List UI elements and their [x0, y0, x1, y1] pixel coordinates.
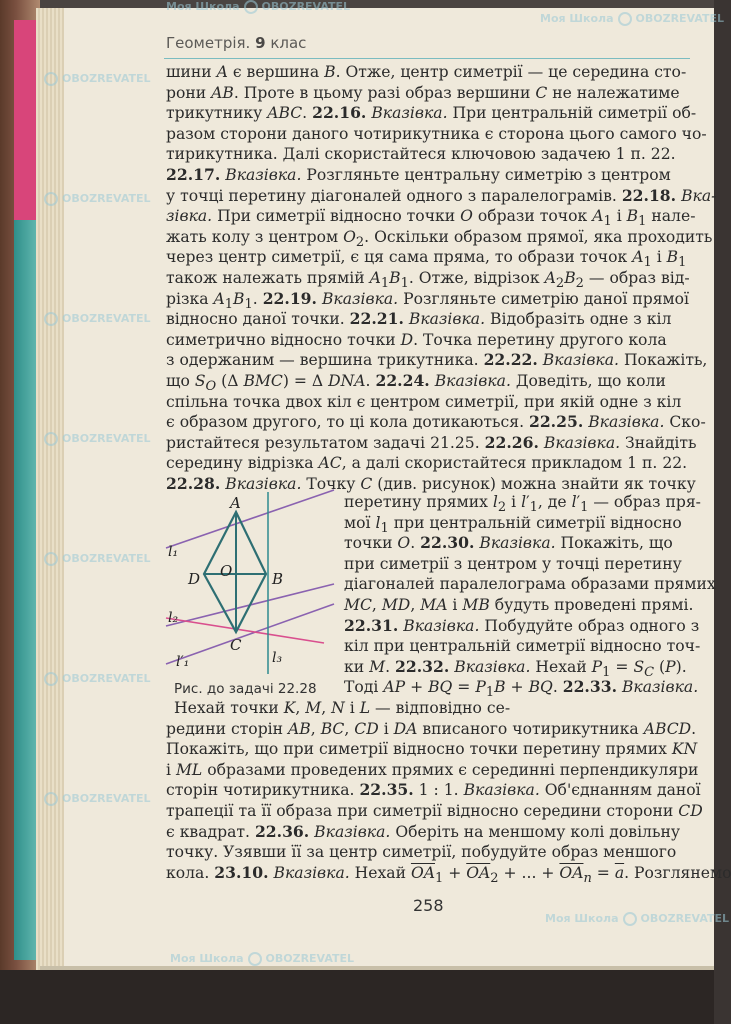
text-line: є квадрат. 22.36. Вказівка. Оберіть на меншому колі довільну — [166, 821, 681, 841]
text-line: трикутнику ABC. 22.16. Вказівка. При центральній симетрії об- — [166, 103, 697, 123]
watermark-logo-icon — [44, 552, 58, 566]
text-line: Покажіть, що при симетрії відносно точки перетину прямих KN — [166, 740, 698, 759]
watermark-logo-icon — [44, 312, 58, 326]
text-line: шини A є вершина B. Отже, центр симетрії — це середина сто- — [166, 63, 687, 81]
text-line: ки M. 22.32. Вказівка. Нехай $P_1 = S_C$ (P). — [344, 656, 687, 680]
text-line: Нехай точки K, M, N і L — відповідно се- — [174, 699, 511, 717]
text-line: редини сторін AB, BC, CD і DA вписаного чотирикутника ABCD. — [166, 719, 697, 738]
label-a: A — [230, 494, 241, 512]
header-grade-number: 9 — [255, 34, 266, 52]
watermark-logo-icon — [623, 912, 637, 926]
label-d: D — [188, 570, 201, 588]
text-line: з одержаним — вершина трикутника. 22.22. Вказівка. Покажіть, — [166, 350, 708, 370]
text-line: відносно даної точки. 22.21. Вказівка. Відобразіть одне з кіл — [166, 309, 672, 329]
watermark: Моя Школа OBOZREVATEL — [540, 12, 724, 25]
watermark: OBOZREVATEL — [40, 72, 151, 86]
watermark: OBOZREVATEL — [40, 552, 151, 566]
text-line: різка $A_1B_1$. 22.19. Вказівка. Розгляньте симетрію даної прямої — [166, 288, 690, 312]
text-line: 22.31. Вказівка. Побудуйте образ одного з — [344, 615, 700, 635]
label-l3: l₃ — [272, 650, 283, 666]
text-line: перетину прямих $l_2$ і $l'_1$, де $l'_1$ — образ пря- — [344, 493, 701, 516]
header-grade-word: клас — [270, 34, 307, 52]
text-line: жать колу з центром $O_2$. Оскільки образом прямої, яка проходить — [166, 227, 713, 250]
label-o: O — [220, 562, 233, 580]
text-line: у точці перетину діагоналей одного з паралелограмів. 22.18. Вка- — [166, 185, 717, 205]
text-line: точку. Узявши її за центр симетрії, побудуйте образ меншого — [166, 843, 677, 862]
text-line: 22.28. Вказівка. Точку C (див. рисунок) можна знайти як точку — [166, 474, 696, 493]
label-l2: l₂ — [168, 610, 179, 626]
page-number: 258 — [413, 896, 444, 915]
teal-page-edge — [14, 220, 36, 960]
text-line: діагоналей паралелограма образами прямих — [344, 575, 716, 594]
header-title: Геометрія. — [166, 34, 251, 52]
text-line: трапеції та її образа при симетрії відносно середини сторони CD — [166, 802, 703, 820]
top-edge — [0, 0, 714, 8]
watermark-logo-icon — [44, 432, 58, 446]
label-b: B — [272, 570, 284, 588]
text-line: і ML образами проведених прямих є серединні перпендикуляри — [166, 760, 699, 779]
watermark-logo-icon — [44, 792, 58, 806]
text-line: мої $l_1$ при центральній симетрії відносно — [344, 513, 682, 536]
text-line: кола. 23.10. Вказівка. Нехай $\overline{OA}_1 + \overline{OA}_2$ + ... + $\overline{OA}_n = \overline{a}$. Розглянемо — [166, 862, 731, 886]
figure-caption: Рис. до задачі 22.28 — [174, 681, 317, 697]
pink-page-edge — [14, 20, 36, 220]
text-line: середину відрізка AC, а далі скористайтеся прикладом 1 п. 22. — [166, 454, 688, 473]
line-pink — [166, 618, 324, 643]
text-line: симетрично відносно точки D. Точка перетину другого кола — [166, 330, 667, 349]
text-line: спільна точка двох кіл є центром симетрії, при якій одне з кіл — [166, 392, 682, 411]
text-line: Тоді AP + BQ = $P_1B$ + BQ. 22.33. Вказівка. — [344, 677, 699, 701]
watermark-logo-icon — [248, 952, 262, 966]
watermark: Моя Школа OBOZREVATEL — [166, 0, 350, 13]
watermark: OBOZREVATEL — [40, 792, 151, 806]
watermark: OBOZREVATEL — [40, 192, 151, 206]
text-line: ристайтеся результатом задачі 21.25. 22.26. Вказівка. Знайдіть — [166, 432, 697, 452]
watermark: Моя Школа OBOZREVATEL — [545, 912, 729, 925]
text-line: рони AB. Проте в цьому разі образ вершини C не належатиме — [166, 83, 680, 102]
label-l1: l₁ — [168, 544, 179, 560]
header-rule — [164, 58, 690, 59]
label-l1-prime: l′₁ — [176, 654, 190, 670]
text-line: через центр симетрії, є ця сама пряма, то образи точок $A_1$ і $B_1$ — [166, 248, 687, 271]
text-line: тирикутника. Далі скористайтеся ключовою задачею 1 п. 22. — [166, 145, 676, 164]
text-line: також належать прямій $A_1B_1$. Отже, відрізок $A_2B_2$ — образ від- — [166, 269, 690, 292]
text-line: кіл при центральній симетрії відносно точ- — [344, 637, 701, 656]
watermark: OBOZREVATEL — [40, 432, 151, 446]
watermark-logo-icon — [244, 0, 258, 14]
text-line: при симетрії з центром у точці перетину — [344, 554, 682, 573]
bottom-shadow — [0, 970, 714, 1024]
watermark-logo-icon — [44, 72, 58, 86]
watermark-logo-icon — [44, 672, 58, 686]
line-l1-prime — [166, 604, 334, 664]
text-line: є образом другого, то ці кола дотикаються. 22.25. Вказівка. Ско- — [166, 412, 706, 432]
text-line: точки O. 22.30. Вказівка. Покажіть, що — [344, 533, 673, 553]
text-line: MC, MD, MA і MB будуть проведені прямі. — [344, 596, 694, 614]
text-line: що $S_O$ (Δ BMC) = Δ DNA. 22.24. Вказівка. Доведіть, що коли — [166, 371, 666, 395]
watermark-logo-icon — [618, 12, 632, 26]
label-c: C — [230, 636, 242, 654]
figure-22-28 — [164, 488, 334, 678]
running-header — [166, 34, 306, 52]
watermark: Моя Школа OBOZREVATEL — [170, 952, 354, 965]
watermark: OBOZREVATEL — [40, 312, 151, 326]
watermark-logo-icon — [44, 192, 58, 206]
text-line: сторін чотирикутника. 22.35. 1 : 1. Вказівка. Об'єднанням даної — [166, 780, 701, 800]
watermark: OBOZREVATEL — [40, 672, 151, 686]
text-line: зівка. При симетрії відносно точки O образи точок $A_1$ і $B_1$ нале- — [166, 207, 696, 230]
text-line: 22.17. Вказівка. Розгляньте центральну симетрію з центром — [166, 165, 671, 184]
text-line: разом сторони даного чотирикутника є сторона цього самого чо- — [166, 124, 707, 143]
